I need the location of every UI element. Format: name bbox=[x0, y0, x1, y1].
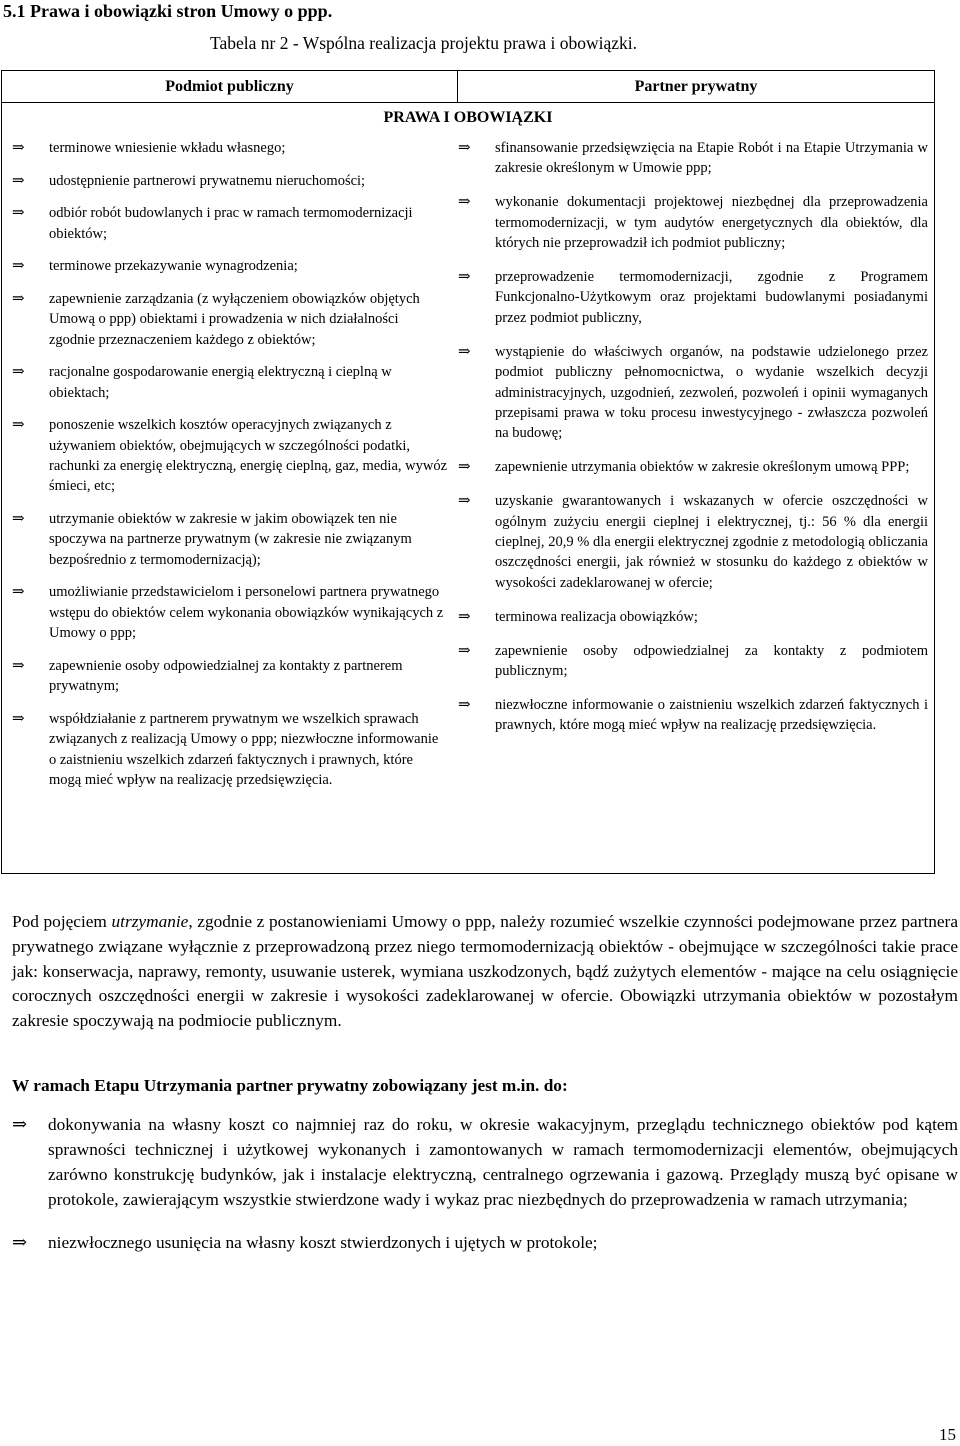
right-column-header: Partner prywatny bbox=[634, 78, 758, 95]
list-item-text: terminowa realizacja obowiązków; bbox=[495, 608, 698, 625]
left-column-header: Podmiot publiczny bbox=[165, 78, 294, 95]
right-double-arrow-icon: ⇒ bbox=[12, 290, 25, 307]
section-heading: 5.1 Prawa i obowiązki stron Umowy o ppp. bbox=[3, 1, 333, 21]
list-item bbox=[12, 1112, 958, 1212]
list-item bbox=[458, 267, 928, 328]
list-item-text: niezwłocznego usunięcia na własny koszt stwierdzonych i ujętych w protokole; bbox=[48, 1233, 598, 1253]
list-item-text: terminowe wniesienie wkładu własnego; bbox=[49, 140, 286, 156]
list-item-text: uzyskanie gwarantowanych i wskazanych w ofercie oszczędności w ogólnym zużyciu energii cieplnej i elektrycznej, tj.: 56 % dla energii cieplnej, 20,9 % dla energii elektrycznej zgodnie z metodologią obliczania oszczędności energii, jak również w stosunku do każdego z obiektów w wysokości zadeklarowanej w ofercie; bbox=[495, 493, 928, 591]
list-item-text: ponoszenie wszelkich kosztów operacyjnych związanych z używaniem obiektów, obejmujących w szczególności podatki, rachunki za energię elektryczną, energię cieplną, gaz, media, wywóz śmieci, etc; bbox=[49, 417, 448, 495]
list-item bbox=[12, 256, 447, 276]
right-double-arrow-icon: ⇒ bbox=[458, 140, 471, 156]
right-double-arrow-icon: ⇒ bbox=[12, 140, 25, 156]
paragraph-emphasis: utrzymanie bbox=[111, 912, 189, 931]
middle-header: PRAWA I OBOWIĄZKI bbox=[383, 109, 553, 126]
list-item bbox=[12, 171, 447, 191]
list-item-text: odbiór robót budowlanych i prac w ramach termomodernizacji obiektów; bbox=[49, 205, 413, 242]
list-item bbox=[12, 415, 447, 497]
right-double-arrow-icon: ⇒ bbox=[12, 364, 25, 381]
maintenance-obligations-list bbox=[12, 1112, 958, 1273]
header-rule bbox=[2, 102, 934, 103]
right-double-arrow-icon: ⇒ bbox=[12, 710, 25, 727]
list-item bbox=[458, 607, 928, 627]
right-double-arrow-icon: ⇒ bbox=[12, 511, 25, 527]
right-double-arrow-icon: ⇒ bbox=[12, 172, 25, 189]
public-entity-list bbox=[12, 138, 447, 803]
list-item-text: wykonanie dokumentacji projektowej niezbędnej dla przeprowadzenia termomodernizacji, w tym audytów energetycznych dla obiektów, dla których nie przeprowadził ich podmiot publiczny; bbox=[495, 194, 928, 252]
list-item-text: racjonalne gospodarowanie energią elektryczną i cieplną w obiektach; bbox=[49, 364, 392, 401]
private-partner-list bbox=[458, 138, 928, 749]
paragraph-start: Pod pojęciem bbox=[12, 912, 112, 931]
list-item bbox=[458, 641, 928, 682]
list-item bbox=[12, 709, 447, 791]
list-item bbox=[12, 138, 447, 158]
list-item-text: umożliwianie przedstawicielom i personelowi partnera prywatnego wstępu do obiektów celem wykonania obowiązków wynikających z Umowy o ppp; bbox=[49, 584, 444, 642]
maintenance-paragraph bbox=[12, 910, 958, 1034]
list-item-text: utrzymanie obiektów w zakresie w jakim obowiązek ten nie spoczywa na partnerze prywatnym (w zakresie nie związanym bezpośrednio z termomodernizacją); bbox=[49, 511, 412, 568]
paragraph-rest: , zgodnie z postanowieniami Umowy o ppp, należy rozumieć wszelkie czynności podejmowane przez partnera prywatnego związane wyłącznie z przeprowadzoną przez niego termomodernizacją obiektów - obejmujące w szczególności takie prace jak: konserwacja, naprawy, remonty, usuwanie usterek, wymiana uszkodzonych, bądź zużytych elementów - mające na celu osiągnięcie corocznych oszczędności energii w zakresie i wysokości zadeklarowanej w ofercie. Obowiązki utrzymania obiektów w pozostałym zakresie spoczywają na podmiocie publicznym. bbox=[12, 912, 958, 1031]
list-item bbox=[12, 656, 447, 697]
list-item-text: zapewnienie osoby odpowiedzialnej za kontakty z partnerem prywatnym; bbox=[49, 657, 403, 695]
list-item bbox=[458, 457, 928, 477]
obligations-lead: W ramach Etapu Utrzymania partner prywatny zobowiązany jest m.in. do: bbox=[12, 1076, 568, 1095]
list-item bbox=[12, 289, 447, 350]
list-item bbox=[12, 203, 447, 244]
list-item bbox=[458, 695, 928, 736]
list-item bbox=[458, 342, 928, 444]
right-double-arrow-icon: ⇒ bbox=[12, 205, 25, 222]
list-item-text: dokonywania na własny koszt co najmniej raz do roku, w okresie wakacyjnym, przeglądu technicznego obiektów pod kątem sprawności technicznej i użytkowej wykonanych i zamontowanych w ramach termomodernizacji elementów, obejmujących zarówno konstrukcję budynków, jak i instalacje elektryczną, centralnego ogrzewania i gazową. Przeglądy muszą być opisane w protokole, zawierającym wszystkie stwierdzone wady i wykaz prac niezbędnych do przeprowadzenia w ramach utrzymania; bbox=[48, 1115, 958, 1210]
right-double-arrow-icon: ⇒ bbox=[12, 1114, 28, 1134]
right-double-arrow-icon: ⇒ bbox=[12, 1232, 28, 1253]
right-double-arrow-icon: ⇒ bbox=[458, 642, 471, 659]
right-double-arrow-icon: ⇒ bbox=[12, 657, 25, 674]
table-caption: Tabela nr 2 - Wspólna realizacja projektu prawa i obowiązki. bbox=[210, 33, 638, 53]
list-item-text: zapewnienie osoby odpowiedzialnej za kontakty z podmiotem publicznym; bbox=[495, 642, 928, 680]
list-item-text: udostępnienie partnerowi prywatnemu nieruchomości; bbox=[49, 172, 366, 189]
list-item bbox=[458, 192, 928, 253]
right-double-arrow-icon: ⇒ bbox=[458, 269, 471, 286]
right-double-arrow-icon: ⇒ bbox=[458, 343, 471, 360]
list-item bbox=[12, 1230, 958, 1255]
right-double-arrow-icon: ⇒ bbox=[458, 194, 471, 211]
right-double-arrow-icon: ⇒ bbox=[458, 493, 471, 510]
list-item-text: współdziałanie z partnerem prywatnym we wszelkich sprawach związanych z realizacją Umowy o ppp; niezwłoczne informowanie o zaistnieniu wszelkich zdarzeń faktycznych i prawnych, które mogą mieć wpływ na realizację przedsięwzięcia. bbox=[49, 710, 439, 789]
list-item-text: zapewnienie zarządzania (z wyłączeniem obowiązków objętych Umową o ppp) obiektami i prowadzenia w nich działalności zgodnie przeznaczeniem każdego z obiektów; bbox=[49, 290, 420, 348]
list-item-text: niezwłoczne informowanie o zaistnieniu wszelkich zdarzeń faktycznych i prawnych, które mogą mieć wpływ na realizację przedsięwzięcia. bbox=[495, 696, 928, 734]
list-item bbox=[12, 509, 447, 570]
right-double-arrow-icon: ⇒ bbox=[458, 696, 471, 713]
list-item-text: przeprowadzenie termomodernizacji, zgodnie z Programem Funkcjonalno-Użytkowym oraz projektami budowlanymi posiadanymi przez podmiot publiczny, bbox=[495, 269, 928, 326]
list-item-text: terminowe przekazywanie wynagrodzenia; bbox=[49, 258, 298, 275]
right-double-arrow-icon: ⇒ bbox=[12, 258, 25, 275]
list-item-text: sfinansowanie przedsięwzięcia na Etapie Robót i na Etapie Utrzymania w zakresie określonym w Umowie ppp; bbox=[495, 140, 928, 177]
list-item bbox=[12, 362, 447, 403]
list-item bbox=[458, 138, 928, 179]
right-double-arrow-icon: ⇒ bbox=[12, 584, 25, 601]
list-item bbox=[458, 491, 928, 593]
page-number: 15 bbox=[939, 1425, 956, 1444]
rights-obligations-table bbox=[1, 70, 935, 874]
list-item bbox=[12, 582, 447, 643]
right-double-arrow-icon: ⇒ bbox=[12, 417, 25, 434]
list-item-text: wystąpienie do właściwych organów, na podstawie udzielonego przez podmiot publiczny pełnomocnictwa, o wydanie wszelkich decyzji administracyjnych, uzgodnień, zezwoleń, pozwoleń i opinii wymaganych przepisami prawa w toku procesu inwestycyjnego - zwłaszcza pozwoleń na budowę; bbox=[495, 343, 928, 442]
list-item-text: zapewnienie utrzymania obiektów w zakresie określonym umową PPP; bbox=[495, 459, 910, 476]
right-double-arrow-icon: ⇒ bbox=[458, 608, 471, 625]
right-double-arrow-icon: ⇒ bbox=[458, 459, 471, 476]
